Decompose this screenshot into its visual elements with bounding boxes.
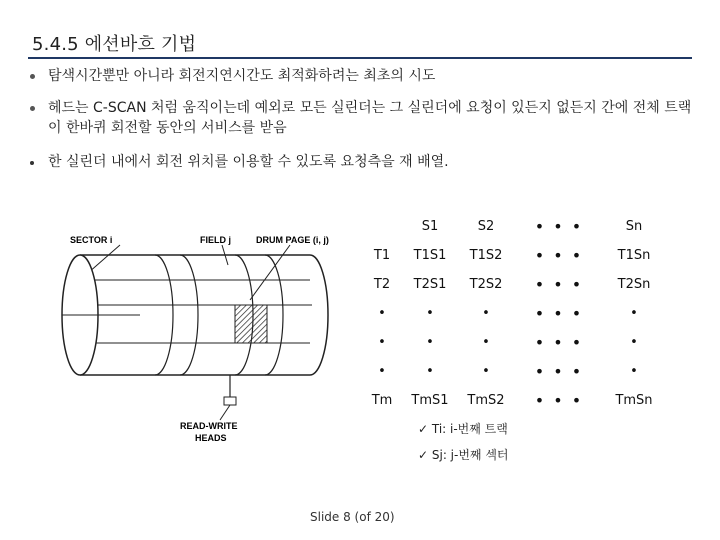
bullet-3	[30, 152, 690, 172]
slide-footer: Slide 8 (of 20)	[310, 510, 395, 524]
table-row-header: T2	[373, 277, 391, 292]
table-cell: • • •	[534, 275, 584, 294]
heads-label-line2: HEADS	[195, 433, 227, 443]
table-cell: • • •	[534, 362, 584, 381]
track-sector-table	[362, 212, 664, 415]
table-corner	[362, 212, 402, 241]
note-track: ✓ Ti: i-번째 트랙	[418, 422, 508, 436]
slide-title: 5.4.5 에션바흐 기법	[32, 34, 197, 55]
bullet-text: 한 실린더 내에서 회전 위치를 이용할 수 있도록 요청측을 재 배열.	[48, 154, 449, 170]
table-cell: •	[482, 306, 490, 321]
table-row	[362, 328, 664, 357]
bullet-dot-icon	[30, 161, 34, 165]
table-cell: TmSn	[615, 393, 653, 408]
table-cell: T1S1	[413, 248, 447, 263]
sector-label: SECTOR i	[70, 235, 113, 245]
table-cell: TmS1	[411, 393, 449, 408]
table-cell: •	[482, 335, 490, 350]
table-col-header: S2	[477, 219, 495, 234]
bullet-text: 탐색시간뿐만 아니라 회전지연시간도 최적화하려는 최초의 시도	[48, 68, 436, 84]
table-cell: • • •	[534, 333, 584, 352]
table-row	[362, 270, 664, 299]
bullet-dot-icon	[30, 106, 35, 111]
bullet-1	[30, 66, 690, 86]
table-row	[362, 241, 664, 270]
bullet-dot-icon	[30, 74, 35, 79]
drum-page-label: DRUM PAGE (i, j)	[256, 235, 329, 245]
table-row	[362, 386, 664, 415]
bullet-2	[30, 98, 692, 138]
table-row-header: •	[378, 335, 386, 350]
heads-label-line1: READ-WRITE	[180, 421, 238, 431]
table-cell: •	[426, 306, 434, 321]
table-cell: T2Sn	[617, 277, 651, 292]
table-col-header: Sn	[625, 219, 643, 234]
note-sector: ✓ Sj: j-번째 섹터	[418, 448, 509, 462]
table-cell: •	[426, 335, 434, 350]
table-row-header: •	[378, 364, 386, 379]
table-cell: •	[426, 364, 434, 379]
table-row	[362, 357, 664, 386]
table-cell: •	[630, 364, 638, 379]
table-cell: • • •	[534, 246, 584, 265]
table-col-header: • • •	[534, 217, 584, 236]
table-cell: T2S2	[469, 277, 503, 292]
table-cell: •	[630, 335, 638, 350]
table-row	[362, 299, 664, 328]
table-cell: T1Sn	[617, 248, 651, 263]
table-row-header: •	[378, 306, 386, 321]
field-label: FIELD j	[200, 235, 231, 245]
table-cell: •	[482, 364, 490, 379]
table-row-header: T1	[373, 248, 391, 263]
table-cell: T1S2	[469, 248, 503, 263]
title-divider	[28, 57, 692, 59]
table-cell: • • •	[534, 304, 584, 323]
drum-diagram	[60, 225, 360, 465]
table-cell: T2S1	[413, 277, 447, 292]
table-cell: TmS2	[467, 393, 505, 408]
table-row-header: Tm	[371, 393, 393, 408]
table-cell: •	[630, 306, 638, 321]
table-header-row	[362, 212, 664, 241]
bullet-text: 헤드는 C-SCAN 처럼 움직이는데 예외로 모든 실린더는 그 실린더에 요청이 있든지 없든지 간에 전체 트랙이 한바퀴 회전할 동안의 서비스를 받음	[48, 100, 692, 136]
table-cell: • • •	[534, 391, 584, 410]
table-col-header: S1	[421, 219, 439, 234]
